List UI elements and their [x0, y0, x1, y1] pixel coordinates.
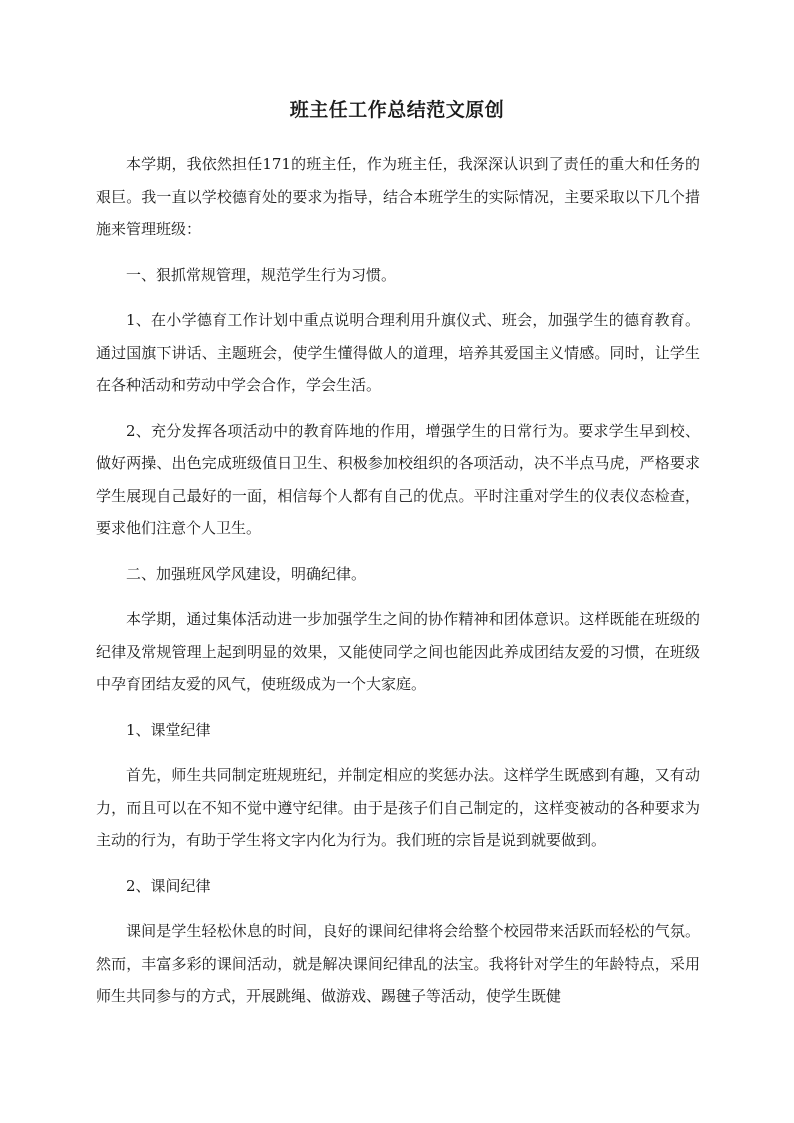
paragraph-item-1: 1、在小学德育工作计划中重点说明合理利用升旗仪式、班会，加强学生的德育教育。通过国旗下讲话、主题班会，使学生懂得做人的道理，培养其爱国主义情感。同时，让学生在各种活动和劳动中学会合作，学会生活。: [96, 311, 700, 394]
paragraph-classroom-discipline: 首先，师生共同制定班规班纪，并制定相应的奖惩办法。这样学生既感到有趣，又有动力，而且可以在不知不觉中遵守纪律。由于是孩子们自己制定的，这样变被动的各种要求为主动的行为，有助于学生将文字内化为行为。我们班的宗旨是说到就要做到。: [96, 766, 700, 849]
paragraph-section-2: 本学期，通过集体活动进一步加强学生之间的协作精神和团体意识。这样既能在班级的纪律及常规管理上起到明显的效果，又能使同学之间也能因此养成团结友爱的习惯，在班级中孕育团结友爱的风气，使班级成为一个大家庭。: [96, 610, 700, 693]
subheading-break-discipline: 2、课间纪律: [126, 876, 211, 895]
section-heading-1: 一、狠抓常规管理，规范学生行为习惯。: [126, 265, 397, 284]
paragraph-break-discipline: 课间是学生轻松休息的时间，良好的课间纪律将会给整个校园带来活跃而轻松的气氛。然而，丰富多彩的课间活动，就是解决课间纪律乱的法宝。我将针对学生的年龄特点，采用师生共同参与的方式，开展跳绳、做游戏、踢毽子等活动，使学生既健: [96, 922, 700, 1005]
document-body: [96, 148, 700, 1026]
paragraph-item-2: 2、充分发挥各项活动中的教育阵地的作用，增强学生的日常行为。要求学生早到校、做好两操、出色完成班级值日卫生、积极参加校组织的各项活动，决不半点马虎，严格要求学生展现自己最好的一面，相信每个人都有自己的优点。平时注重对学生的仪表仪态检查，要求他们注意个人卫生。: [96, 421, 700, 537]
document-title: 班主任工作总结范文原创: [289, 99, 505, 121]
paragraph-intro: 本学期，我依然担任171的班主任，作为班主任，我深深认识到了责任的重大和任务的艰巨。我一直以学校德育处的要求为指导，结合本班学生的实际情况，主要采取以下几个措施来管理班级：: [96, 155, 700, 238]
section-heading-2: 二、加强班风学风建设，明确纪律。: [126, 564, 367, 583]
subheading-classroom-discipline: 1、课堂纪律: [126, 720, 211, 739]
